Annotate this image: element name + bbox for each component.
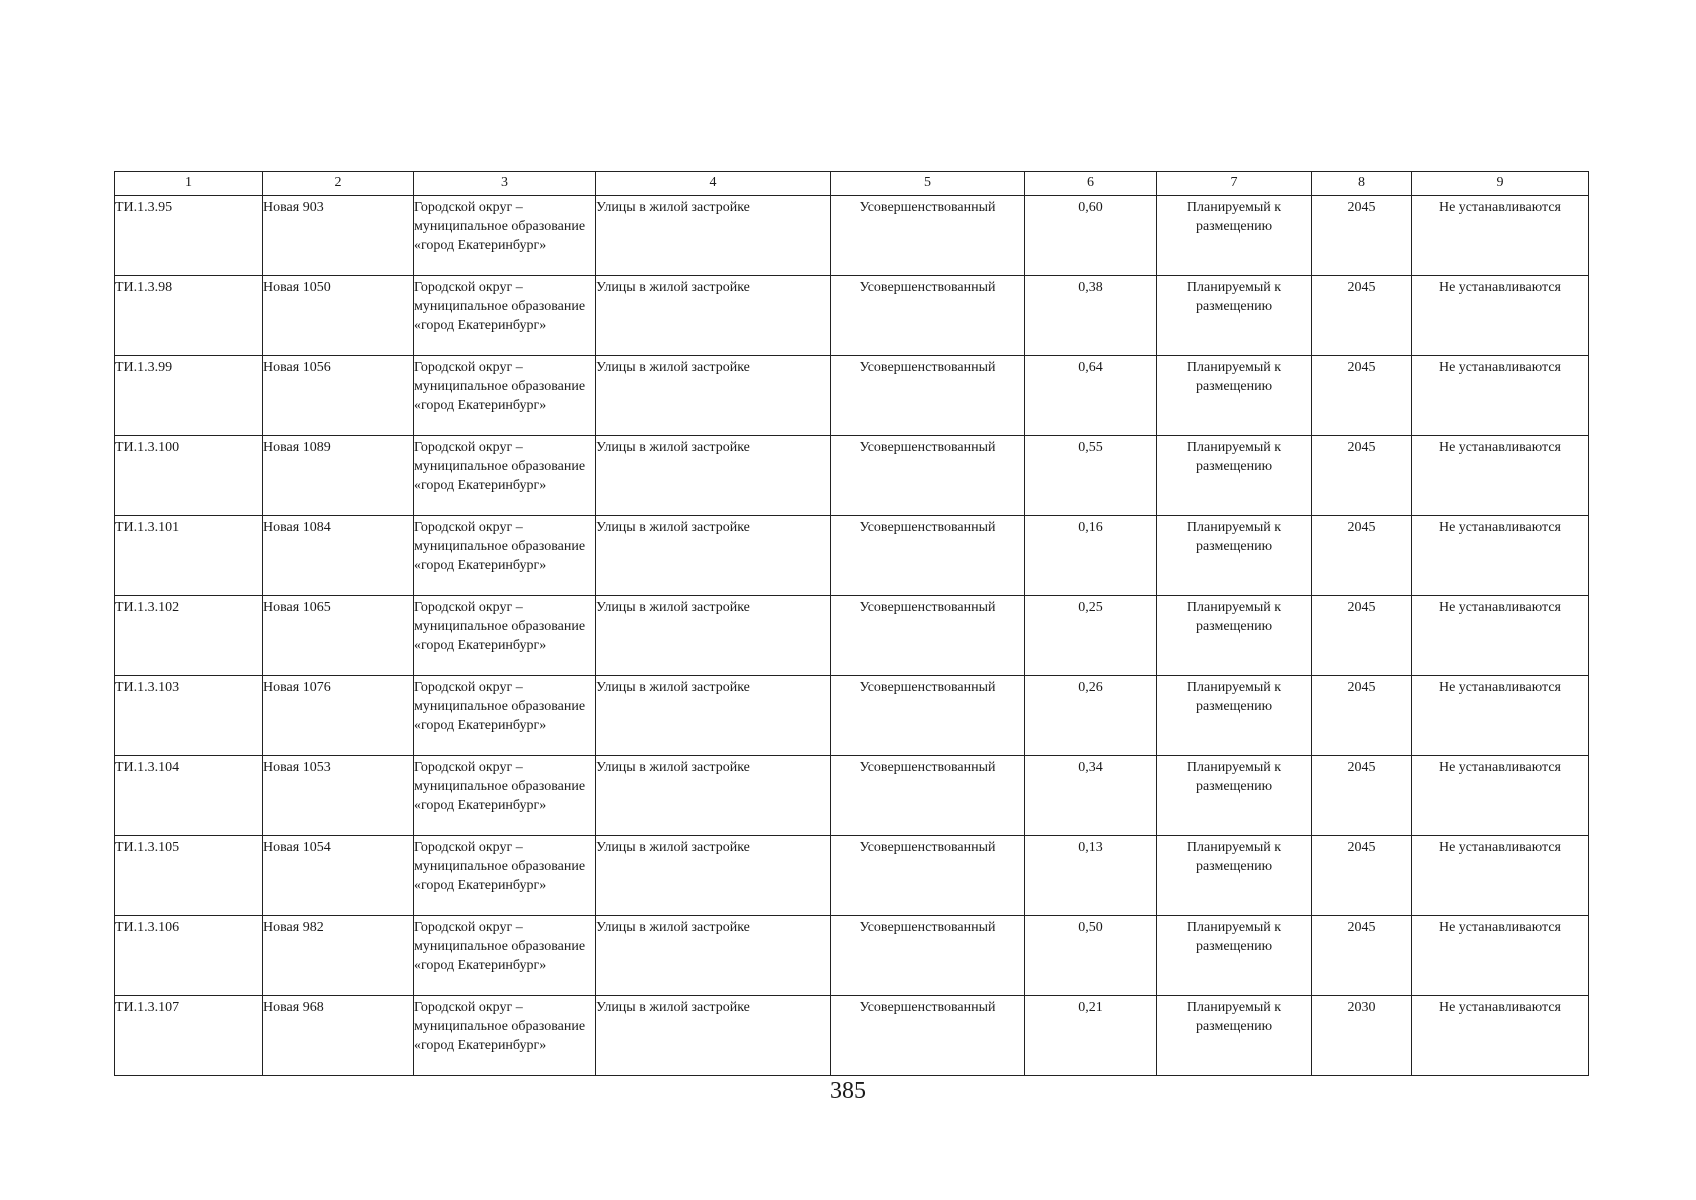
- cell-municipality: Городской округ – муниципальное образование «город Екатеринбург»: [414, 756, 596, 836]
- cell-purpose: Улицы в жилой застройке: [596, 996, 831, 1076]
- cell-purpose: Улицы в жилой застройке: [596, 276, 831, 356]
- column-header-4: 4: [596, 172, 831, 196]
- cell-year: 2030: [1312, 996, 1412, 1076]
- cell-object-id: ТИ.1.3.104: [115, 756, 263, 836]
- cell-status: Планируемый к размещению: [1157, 836, 1312, 916]
- cell-zone: Не устанавливаются: [1412, 836, 1589, 916]
- table-row: [115, 516, 1589, 596]
- cell-status: Планируемый к размещению: [1157, 676, 1312, 756]
- cell-surface-type: Усовершенствованный: [831, 676, 1025, 756]
- cell-status: Планируемый к размещению: [1157, 996, 1312, 1076]
- cell-length: 0,13: [1025, 836, 1157, 916]
- cell-status: Планируемый к размещению: [1157, 276, 1312, 356]
- cell-surface-type: Усовершенствованный: [831, 756, 1025, 836]
- cell-status: Планируемый к размещению: [1157, 596, 1312, 676]
- cell-purpose: Улицы в жилой застройке: [596, 836, 831, 916]
- cell-status: Планируемый к размещению: [1157, 756, 1312, 836]
- cell-surface-type: Усовершенствованный: [831, 436, 1025, 516]
- cell-zone: Не устанавливаются: [1412, 436, 1589, 516]
- cell-object-name: Новая 1056: [263, 356, 414, 436]
- cell-object-name: Новая 1084: [263, 516, 414, 596]
- cell-status: Планируемый к размещению: [1157, 436, 1312, 516]
- cell-zone: Не устанавливаются: [1412, 516, 1589, 596]
- cell-object-id: ТИ.1.3.99: [115, 356, 263, 436]
- column-header-9: 9: [1412, 172, 1589, 196]
- cell-object-id: ТИ.1.3.95: [115, 196, 263, 276]
- cell-surface-type: Усовершенствованный: [831, 836, 1025, 916]
- cell-municipality: Городской округ – муниципальное образование «город Екатеринбург»: [414, 996, 596, 1076]
- cell-status: Планируемый к размещению: [1157, 196, 1312, 276]
- cell-status: Планируемый к размещению: [1157, 916, 1312, 996]
- cell-zone: Не устанавливаются: [1412, 916, 1589, 996]
- cell-municipality: Городской округ – муниципальное образование «город Екатеринбург»: [414, 836, 596, 916]
- table-row: [115, 276, 1589, 356]
- cell-municipality: Городской округ – муниципальное образование «город Екатеринбург»: [414, 516, 596, 596]
- cell-object-id: ТИ.1.3.98: [115, 276, 263, 356]
- cell-purpose: Улицы в жилой застройке: [596, 436, 831, 516]
- cell-object-name: Новая 903: [263, 196, 414, 276]
- cell-municipality: Городской округ – муниципальное образование «город Екатеринбург»: [414, 916, 596, 996]
- cell-surface-type: Усовершенствованный: [831, 916, 1025, 996]
- cell-purpose: Улицы в жилой застройке: [596, 916, 831, 996]
- cell-year: 2045: [1312, 516, 1412, 596]
- cell-object-id: ТИ.1.3.105: [115, 836, 263, 916]
- cell-status: Планируемый к размещению: [1157, 356, 1312, 436]
- table-row: [115, 756, 1589, 836]
- table-row: [115, 596, 1589, 676]
- cell-purpose: Улицы в жилой застройке: [596, 516, 831, 596]
- cell-status: Планируемый к размещению: [1157, 516, 1312, 596]
- cell-object-id: ТИ.1.3.102: [115, 596, 263, 676]
- cell-object-id: ТИ.1.3.100: [115, 436, 263, 516]
- cell-object-id: ТИ.1.3.103: [115, 676, 263, 756]
- cell-object-name: Новая 1076: [263, 676, 414, 756]
- cell-surface-type: Усовершенствованный: [831, 996, 1025, 1076]
- cell-purpose: Улицы в жилой застройке: [596, 596, 831, 676]
- cell-zone: Не устанавливаются: [1412, 596, 1589, 676]
- cell-year: 2045: [1312, 596, 1412, 676]
- cell-length: 0,38: [1025, 276, 1157, 356]
- cell-object-name: Новая 1050: [263, 276, 414, 356]
- table-row: [115, 836, 1589, 916]
- table-row: [115, 356, 1589, 436]
- cell-length: 0,50: [1025, 916, 1157, 996]
- cell-length: 0,60: [1025, 196, 1157, 276]
- cell-length: 0,16: [1025, 516, 1157, 596]
- cell-municipality: Городской округ – муниципальное образование «город Екатеринбург»: [414, 596, 596, 676]
- cell-municipality: Городской округ – муниципальное образование «город Екатеринбург»: [414, 276, 596, 356]
- cell-length: 0,34: [1025, 756, 1157, 836]
- column-header-5: 5: [831, 172, 1025, 196]
- cell-length: 0,25: [1025, 596, 1157, 676]
- cell-zone: Не устанавливаются: [1412, 356, 1589, 436]
- cell-year: 2045: [1312, 356, 1412, 436]
- cell-zone: Не устанавливаются: [1412, 196, 1589, 276]
- cell-municipality: Городской округ – муниципальное образование «город Екатеринбург»: [414, 436, 596, 516]
- table-row: [115, 916, 1589, 996]
- cell-object-name: Новая 1053: [263, 756, 414, 836]
- column-header-1: 1: [115, 172, 263, 196]
- column-header-7: 7: [1157, 172, 1312, 196]
- cell-purpose: Улицы в жилой застройке: [596, 356, 831, 436]
- cell-year: 2045: [1312, 676, 1412, 756]
- cell-zone: Не устанавливаются: [1412, 996, 1589, 1076]
- cell-length: 0,55: [1025, 436, 1157, 516]
- cell-object-name: Новая 1089: [263, 436, 414, 516]
- cell-surface-type: Усовершенствованный: [831, 356, 1025, 436]
- cell-object-id: ТИ.1.3.107: [115, 996, 263, 1076]
- cell-year: 2045: [1312, 436, 1412, 516]
- cell-object-name: Новая 982: [263, 916, 414, 996]
- table-header-row: [115, 172, 1589, 196]
- cell-year: 2045: [1312, 916, 1412, 996]
- cell-purpose: Улицы в жилой застройке: [596, 196, 831, 276]
- cell-length: 0,21: [1025, 996, 1157, 1076]
- column-header-3: 3: [414, 172, 596, 196]
- cell-municipality: Городской округ – муниципальное образование «город Екатеринбург»: [414, 196, 596, 276]
- table-row: [115, 996, 1589, 1076]
- cell-length: 0,26: [1025, 676, 1157, 756]
- cell-object-name: Новая 1065: [263, 596, 414, 676]
- column-header-2: 2: [263, 172, 414, 196]
- column-header-8: 8: [1312, 172, 1412, 196]
- cell-purpose: Улицы в жилой застройке: [596, 676, 831, 756]
- cell-length: 0,64: [1025, 356, 1157, 436]
- table-row: [115, 196, 1589, 276]
- cell-municipality: Городской округ – муниципальное образование «город Екатеринбург»: [414, 676, 596, 756]
- cell-surface-type: Усовершенствованный: [831, 516, 1025, 596]
- cell-municipality: Городской округ – муниципальное образование «город Екатеринбург»: [414, 356, 596, 436]
- cell-year: 2045: [1312, 836, 1412, 916]
- cell-zone: Не устанавливаются: [1412, 276, 1589, 356]
- cell-year: 2045: [1312, 196, 1412, 276]
- cell-surface-type: Усовершенствованный: [831, 276, 1025, 356]
- cell-object-id: ТИ.1.3.101: [115, 516, 263, 596]
- cell-year: 2045: [1312, 756, 1412, 836]
- cell-object-id: ТИ.1.3.106: [115, 916, 263, 996]
- cell-zone: Не устанавливаются: [1412, 756, 1589, 836]
- cell-year: 2045: [1312, 276, 1412, 356]
- page-number: 385: [830, 1078, 866, 1104]
- cell-purpose: Улицы в жилой застройке: [596, 756, 831, 836]
- objects-table: [114, 171, 1589, 1076]
- cell-zone: Не устанавливаются: [1412, 676, 1589, 756]
- cell-object-name: Новая 968: [263, 996, 414, 1076]
- table-row: [115, 676, 1589, 756]
- table-row: [115, 436, 1589, 516]
- column-header-6: 6: [1025, 172, 1157, 196]
- cell-object-name: Новая 1054: [263, 836, 414, 916]
- cell-surface-type: Усовершенствованный: [831, 596, 1025, 676]
- cell-surface-type: Усовершенствованный: [831, 196, 1025, 276]
